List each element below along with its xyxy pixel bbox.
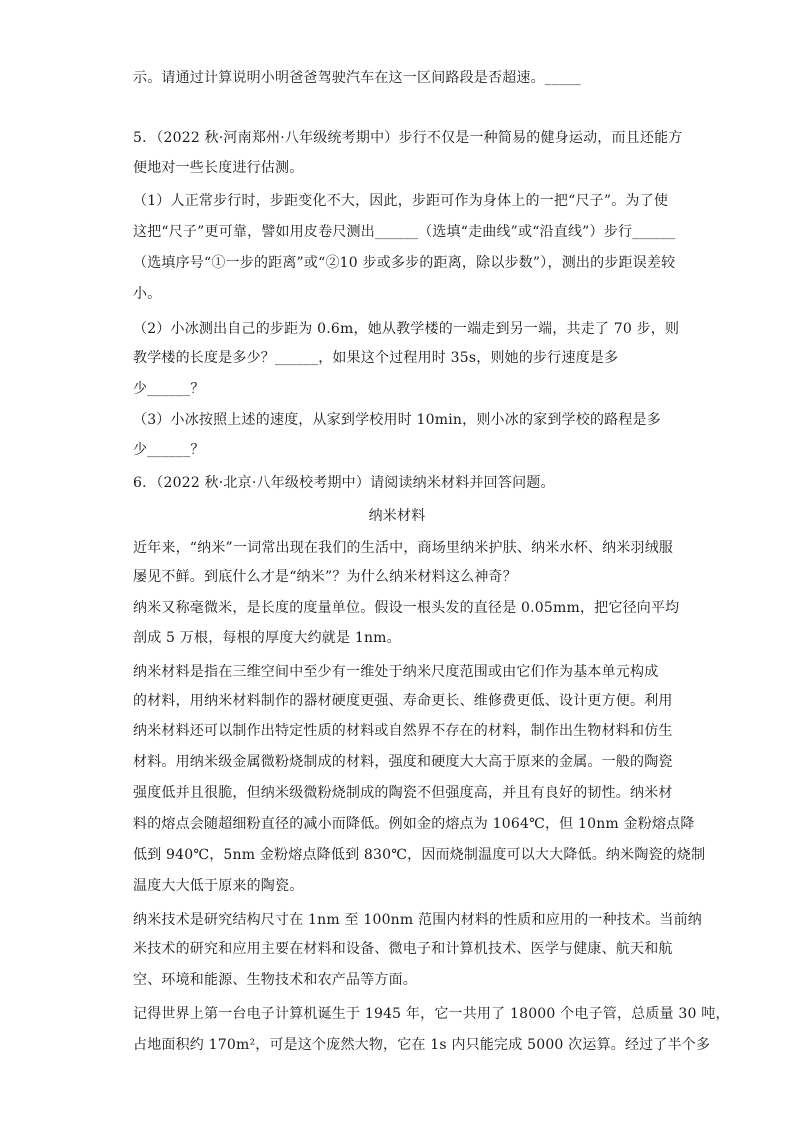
text-line: （3）小冰按照上述的速度，从家到学校用时 10min，则小冰的家到学校的路程是多 [133,412,661,428]
text-line: （选填序号“①一步的距离”或“②10 步或多步的距离，除以步数”），测出的步距误差较 [133,255,676,271]
text-line: 空、环境和能源、生物技术和农产品等方面。 [133,972,417,988]
text-line: 占地面积约 170m²，可是这个庞然大物，它在 1s 内只能完成 5000 次运算。经过了半个多 [133,1037,711,1053]
text-line: （1）人正常步行时，步距变化不大，因此，步距可作为身体上的一把“尺子”。为了使 [133,193,669,209]
text-line: 近年来，“纳米”一词常出现在我们的生活中，商场里纳米护肤、纳米水杯、纳米羽绒服 [133,540,674,556]
text-line: 记得世界上第一台电子计算机诞生于 1945 年，它一共用了 18000 个电子管，总质量 30 吨， [133,1006,730,1022]
text-line: 6．（2022 秋·北京·八年级校考期中）请阅读纳米材料并回答问题。 [133,475,555,491]
text-line: 材料。用纳米级金属微粉烧制成的材料，强度和硬度大大高于原来的金属。一般的陶瓷 [133,754,673,770]
text-line: 料的熔点会随超细粉直径的减小而降低。例如金的熔点为 1064℃，但 10nm 金粉熔点降 [133,816,695,832]
text-line: 5．（2022 秋·河南郑州·八年级统考期中）步行不仅是一种简易的健身运动，而且还能方 [133,130,683,146]
text-line: 纳米又称毫微米，是长度的度量单位。假设一根头发的直径是 0.05mm，把它径向平均 [133,600,680,616]
text-line: 纳米材料是指在三维空间中至少有一维处于纳米尺度范围或由它们作为基本单元构成 [133,664,659,680]
text-line: 低到 940℃，5nm 金粉熔点降低到 830℃，因而烧制温度可以大大降低。纳米陶瓷的烧制 [133,847,706,863]
text-line: 少______？ [133,381,205,397]
text-line: 教学楼的长度是多少？______，如果这个过程用时 35s，则她的步行速度是多 [133,350,619,366]
text-line: 米技术的研究和应用主要在材料和设备、微电子和计算机技术、医学与健康、航天和航 [133,941,673,957]
text-line: 剖成 5 万根，每根的厚度大约就是 1nm。 [133,630,401,646]
text-line: 示。请通过计算说明小明爸爸驾驶汽车在这一区间路段是否超速。_____ [133,70,581,86]
article-title: 纳米材料 [368,508,426,524]
text-line: 强度低并且很脆，但纳米级微粉烧制成的陶瓷不但强度高，并且有良好的韧性。纳米材 [133,785,673,801]
text-line: 这把“尺子”更可靠，譬如用皮卷尺测出______（选填“走曲线”或“沿直线”）步行______ [133,224,676,240]
text-line: 的材料，用纳米材料制作的器材硬度更强、寿命更长、维修费更低、设计更方便。利用 [133,693,673,709]
text-line: 温度大大低于原来的陶瓷。 [133,878,304,894]
text-line: 少______？ [133,442,205,458]
text-line: 小。 [133,286,162,302]
text-line: 纳米技术是研究结构尺寸在 1nm 至 100nm 范围内材料的性质和应用的一种技术。当前纳 [133,912,703,928]
text-line: 屡见不鲜。到底什么才是“纳米”？为什么纳米材料这么神奇？ [133,569,517,585]
text-line: 便地对一些长度进行估测。 [133,160,304,176]
text-line: （2）小冰测出自己的步距为 0.6m，她从教学楼的一端走到另一端，共走了 70 步，则 [133,321,680,337]
text-line: 纳米材料还可以制作出特定性质的材料或自然界不存在的材料，制作出生物材料和仿生 [133,723,673,739]
